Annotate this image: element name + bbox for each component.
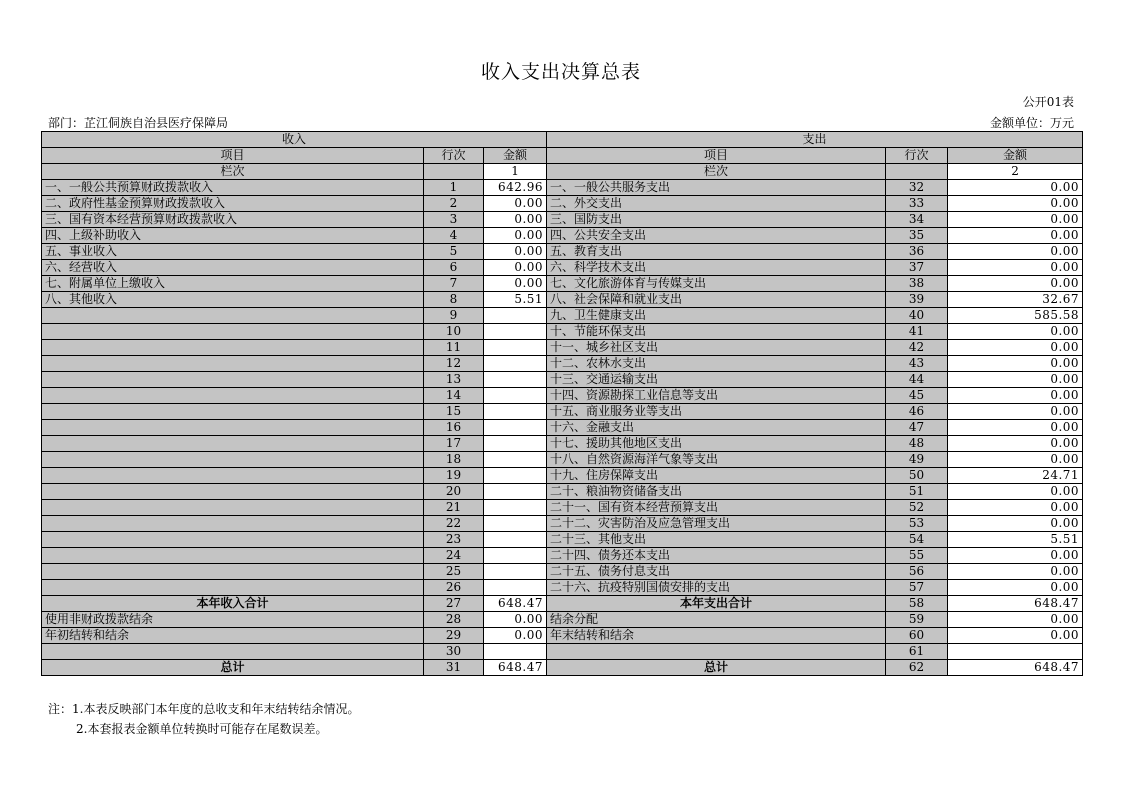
expense-item-cell: 十、节能环保支出 (547, 324, 886, 340)
income-line-cell: 30 (424, 644, 484, 660)
income-amount-cell: 0.00 (484, 212, 547, 228)
expense-amount-cell: 0.00 (948, 228, 1083, 244)
expense-amount-cell: 5.51 (948, 532, 1083, 548)
income-item-cell (42, 644, 424, 660)
amount-unit-label: 金额单位：万元 (989, 116, 1074, 130)
income-line-cell: 29 (424, 628, 484, 644)
expense-item-cell: 十三、交通运输支出 (547, 372, 886, 388)
income-line-cell: 10 (424, 324, 484, 340)
expense-amount-cell: 0.00 (948, 436, 1083, 452)
expense-amount-cell: 0.00 (948, 548, 1083, 564)
expense-amount-cell: 0.00 (948, 516, 1083, 532)
income-amount-cell (484, 564, 547, 580)
expense-item-cell: 二十二、灾害防治及应急管理支出 (547, 516, 886, 532)
expense-amount-cell: 24.71 (948, 468, 1083, 484)
expense-line-cell: 57 (886, 580, 948, 596)
income-amount-cell: 642.96 (484, 180, 547, 196)
expense-line-cell: 55 (886, 548, 948, 564)
income-amount-cell: 648.47 (484, 596, 547, 612)
table-row (42, 308, 1083, 324)
expense-amount-cell: 0.00 (948, 612, 1083, 628)
income-amount-cell (484, 452, 547, 468)
table-row (42, 532, 1083, 548)
table-row (42, 564, 1083, 580)
expense-item-cell: 十一、城乡社区支出 (547, 340, 886, 356)
income-item-cell: 六、经营收入 (42, 260, 424, 276)
income-column-number: 1 (484, 164, 547, 180)
expense-item-cell: 十二、农林水支出 (547, 356, 886, 372)
income-item-cell: 二、政府性基金预算财政拨款收入 (42, 196, 424, 212)
expense-line-cell: 48 (886, 436, 948, 452)
expense-line-cell: 61 (886, 644, 948, 660)
expense-line-cell: 36 (886, 244, 948, 260)
income-line-cell: 15 (424, 404, 484, 420)
expense-amount-cell: 0.00 (948, 324, 1083, 340)
income-line-cell: 20 (424, 484, 484, 500)
expense-line-cell: 50 (886, 468, 948, 484)
expense-item-cell: 二十、粮油物资储备支出 (547, 484, 886, 500)
income-item-cell: 七、附属单位上缴收入 (42, 276, 424, 292)
income-line-header: 行次 (424, 148, 484, 164)
expense-section-header: 支出 (547, 132, 1083, 148)
income-line-cell: 13 (424, 372, 484, 388)
income-line-cell: 6 (424, 260, 484, 276)
table-row (42, 500, 1083, 516)
expense-line-cell: 45 (886, 388, 948, 404)
table-number: 公开01表 (1022, 95, 1074, 109)
expense-line-cell: 41 (886, 324, 948, 340)
income-line-cell: 22 (424, 516, 484, 532)
income-amount-cell (484, 308, 547, 324)
expense-amount-cell: 0.00 (948, 420, 1083, 436)
income-item-cell: 一、一般公共预算财政拨款收入 (42, 180, 424, 196)
income-line-cell: 16 (424, 420, 484, 436)
income-line-cell: 31 (424, 660, 484, 676)
expense-item-cell: 二十五、债务付息支出 (547, 564, 886, 580)
expense-line-cell: 47 (886, 420, 948, 436)
expense-line-cell: 33 (886, 196, 948, 212)
expense-line-cell: 46 (886, 404, 948, 420)
income-item-cell: 使用非财政拨款结余 (42, 612, 424, 628)
income-line-cell: 27 (424, 596, 484, 612)
income-amount-cell (484, 404, 547, 420)
income-expense-table (41, 131, 1083, 676)
expense-amount-cell: 585.58 (948, 308, 1083, 324)
income-amount-cell (484, 500, 547, 516)
expense-amount-cell: 0.00 (948, 356, 1083, 372)
department-label: 部门：芷江侗族自治县医疗保障局 (48, 116, 229, 130)
expense-item-cell: 九、卫生健康支出 (547, 308, 886, 324)
expense-amount-header: 金额 (948, 148, 1083, 164)
expense-amount-cell: 0.00 (948, 452, 1083, 468)
income-line-cell: 9 (424, 308, 484, 324)
expense-amount-cell: 648.47 (948, 660, 1083, 676)
expense-line-cell: 62 (886, 660, 948, 676)
income-amount-cell: 0.00 (484, 628, 547, 644)
expense-column-number: 2 (948, 164, 1083, 180)
income-amount-cell (484, 580, 547, 596)
expense-line-cell: 32 (886, 180, 948, 196)
table-row (42, 548, 1083, 564)
column-header-row (42, 148, 1083, 164)
expense-item-cell: 四、公共安全支出 (547, 228, 886, 244)
income-item-cell: 本年收入合计 (42, 596, 424, 612)
expense-amount-cell: 0.00 (948, 372, 1083, 388)
expense-amount-cell: 0.00 (948, 564, 1083, 580)
income-amount-cell: 0.00 (484, 228, 547, 244)
expense-line-cell: 49 (886, 452, 948, 468)
income-line-cell: 8 (424, 292, 484, 308)
income-amount-cell (484, 468, 547, 484)
income-line-cell: 12 (424, 356, 484, 372)
income-line-cell: 3 (424, 212, 484, 228)
expense-line-cell: 56 (886, 564, 948, 580)
income-line-blank (424, 164, 484, 180)
table-row (42, 372, 1083, 388)
table-row (42, 388, 1083, 404)
table-row (42, 452, 1083, 468)
expense-item-cell: 结余分配 (547, 612, 886, 628)
income-item-cell (42, 420, 424, 436)
expense-item-cell: 十七、援助其他地区支出 (547, 436, 886, 452)
income-item-cell (42, 308, 424, 324)
expense-item-cell: 本年支出合计 (547, 596, 886, 612)
expense-amount-cell (948, 644, 1083, 660)
income-amount-cell (484, 372, 547, 388)
income-item-cell (42, 580, 424, 596)
footnotes (48, 699, 359, 739)
table-row (42, 356, 1083, 372)
income-line-cell: 19 (424, 468, 484, 484)
table-row (42, 612, 1083, 628)
expense-item-header: 项目 (547, 148, 886, 164)
expense-item-cell: 总计 (547, 660, 886, 676)
income-line-cell: 7 (424, 276, 484, 292)
note-1: 注：1.本表反映部门本年度的总收支和年末结转结余情况。 (48, 702, 360, 716)
expense-line-cell: 44 (886, 372, 948, 388)
income-amount-cell: 5.51 (484, 292, 547, 308)
expense-item-cell: 二十三、其他支出 (547, 532, 886, 548)
income-item-cell: 三、国有资本经营预算财政拨款收入 (42, 212, 424, 228)
table-row (42, 244, 1083, 260)
table-row (42, 644, 1083, 660)
income-line-cell: 23 (424, 532, 484, 548)
table-row (42, 420, 1083, 436)
income-item-cell (42, 468, 424, 484)
expense-line-cell: 34 (886, 212, 948, 228)
expense-amount-cell: 0.00 (948, 388, 1083, 404)
income-line-cell: 21 (424, 500, 484, 516)
income-item-cell: 年初结转和结余 (42, 628, 424, 644)
expense-amount-cell: 0.00 (948, 212, 1083, 228)
income-item-cell (42, 500, 424, 516)
expense-item-cell (547, 644, 886, 660)
expense-item-cell: 十八、自然资源海洋气象等支出 (547, 452, 886, 468)
income-amount-cell (484, 420, 547, 436)
table-row (42, 580, 1083, 596)
income-amount-cell (484, 644, 547, 660)
income-amount-cell (484, 388, 547, 404)
expense-item-cell: 十五、商业服务业等支出 (547, 404, 886, 420)
expense-amount-cell: 0.00 (948, 500, 1083, 516)
table-row (42, 404, 1083, 420)
income-item-cell (42, 404, 424, 420)
expense-amount-cell: 0.00 (948, 404, 1083, 420)
section-header-row (42, 132, 1083, 148)
income-line-cell: 5 (424, 244, 484, 260)
expense-line-cell: 37 (886, 260, 948, 276)
expense-line-cell: 42 (886, 340, 948, 356)
income-amount-cell (484, 356, 547, 372)
income-line-cell: 1 (424, 180, 484, 196)
expense-item-cell: 三、国防支出 (547, 212, 886, 228)
expense-item-cell: 七、文化旅游体育与传媒支出 (547, 276, 886, 292)
year-total-row (42, 596, 1083, 612)
income-amount-cell: 0.00 (484, 260, 547, 276)
income-amount-cell (484, 484, 547, 500)
expense-item-cell: 二十一、国有资本经营预算支出 (547, 500, 886, 516)
table-row (42, 180, 1083, 196)
income-item-cell (42, 324, 424, 340)
income-amount-cell: 0.00 (484, 276, 547, 292)
income-amount-cell (484, 516, 547, 532)
income-amount-cell (484, 532, 547, 548)
income-item-cell (42, 452, 424, 468)
income-amount-cell (484, 548, 547, 564)
table-row (42, 436, 1083, 452)
income-item-cell (42, 532, 424, 548)
expense-item-cell: 十六、金融支出 (547, 420, 886, 436)
expense-amount-cell: 0.00 (948, 276, 1083, 292)
expense-line-cell: 54 (886, 532, 948, 548)
column-number-row (42, 164, 1083, 180)
income-item-cell (42, 356, 424, 372)
table-row (42, 516, 1083, 532)
expense-item-cell: 二十六、抗疫特别国债安排的支出 (547, 580, 886, 596)
expense-item-cell: 二、外交支出 (547, 196, 886, 212)
income-line-cell: 18 (424, 452, 484, 468)
table-row (42, 628, 1083, 644)
expense-amount-cell: 0.00 (948, 260, 1083, 276)
expense-line-cell: 38 (886, 276, 948, 292)
table-row (42, 212, 1083, 228)
income-amount-cell: 0.00 (484, 244, 547, 260)
income-line-cell: 2 (424, 196, 484, 212)
table-row (42, 260, 1083, 276)
income-item-header: 项目 (42, 148, 424, 164)
report-title: 收入支出决算总表 (480, 61, 641, 83)
expense-amount-cell: 0.00 (948, 484, 1083, 500)
expense-line-blank (886, 164, 948, 180)
income-amount-cell: 648.47 (484, 660, 547, 676)
income-amount-header: 金额 (484, 148, 547, 164)
expense-amount-cell: 648.47 (948, 596, 1083, 612)
expense-amount-cell: 0.00 (948, 580, 1083, 596)
income-item-cell (42, 484, 424, 500)
income-item-cell: 五、事业收入 (42, 244, 424, 260)
expense-amount-cell: 32.67 (948, 292, 1083, 308)
expense-item-cell: 十四、资源勘探工业信息等支出 (547, 388, 886, 404)
table-row (42, 324, 1083, 340)
income-column-label: 栏次 (42, 164, 424, 180)
income-item-cell (42, 436, 424, 452)
expense-line-cell: 58 (886, 596, 948, 612)
table-body (42, 132, 1083, 676)
income-item-cell (42, 564, 424, 580)
table-row (42, 292, 1083, 308)
income-item-cell (42, 340, 424, 356)
expense-item-cell: 五、教育支出 (547, 244, 886, 260)
expense-line-header: 行次 (886, 148, 948, 164)
income-line-cell: 4 (424, 228, 484, 244)
expense-line-cell: 59 (886, 612, 948, 628)
grand-total-row (42, 660, 1083, 676)
expense-amount-cell: 0.00 (948, 244, 1083, 260)
expense-item-cell: 年末结转和结余 (547, 628, 886, 644)
income-amount-cell: 0.00 (484, 196, 547, 212)
expense-line-cell: 52 (886, 500, 948, 516)
table-row (42, 468, 1083, 484)
income-section-header: 收入 (42, 132, 547, 148)
income-amount-cell: 0.00 (484, 612, 547, 628)
table-row (42, 340, 1083, 356)
expense-amount-cell: 0.00 (948, 628, 1083, 644)
income-line-cell: 28 (424, 612, 484, 628)
income-item-cell (42, 388, 424, 404)
income-line-cell: 26 (424, 580, 484, 596)
expense-line-cell: 39 (886, 292, 948, 308)
expense-line-cell: 43 (886, 356, 948, 372)
income-item-cell: 总计 (42, 660, 424, 676)
income-amount-cell (484, 340, 547, 356)
expense-amount-cell: 0.00 (948, 340, 1083, 356)
expense-line-cell: 40 (886, 308, 948, 324)
table-row (42, 228, 1083, 244)
income-line-cell: 17 (424, 436, 484, 452)
income-line-cell: 11 (424, 340, 484, 356)
expense-item-cell: 十九、住房保障支出 (547, 468, 886, 484)
note-2: 2.本套报表金额单位转换时可能存在尾数误差。 (76, 722, 328, 736)
income-line-cell: 24 (424, 548, 484, 564)
income-amount-cell (484, 324, 547, 340)
expense-line-cell: 53 (886, 516, 948, 532)
table-row (42, 196, 1083, 212)
income-item-cell (42, 548, 424, 564)
income-item-cell (42, 372, 424, 388)
table-row (42, 276, 1083, 292)
expense-line-cell: 60 (886, 628, 948, 644)
expense-amount-cell: 0.00 (948, 180, 1083, 196)
expense-amount-cell: 0.00 (948, 196, 1083, 212)
expense-item-cell: 八、社会保障和就业支出 (547, 292, 886, 308)
income-line-cell: 14 (424, 388, 484, 404)
income-item-cell: 四、上级补助收入 (42, 228, 424, 244)
expense-column-label: 栏次 (547, 164, 886, 180)
expense-item-cell: 六、科学技术支出 (547, 260, 886, 276)
income-item-cell (42, 516, 424, 532)
table-row (42, 484, 1083, 500)
income-amount-cell (484, 436, 547, 452)
expense-item-cell: 一、一般公共服务支出 (547, 180, 886, 196)
expense-line-cell: 51 (886, 484, 948, 500)
income-line-cell: 25 (424, 564, 484, 580)
expense-item-cell: 二十四、债务还本支出 (547, 548, 886, 564)
expense-line-cell: 35 (886, 228, 948, 244)
income-item-cell: 八、其他收入 (42, 292, 424, 308)
